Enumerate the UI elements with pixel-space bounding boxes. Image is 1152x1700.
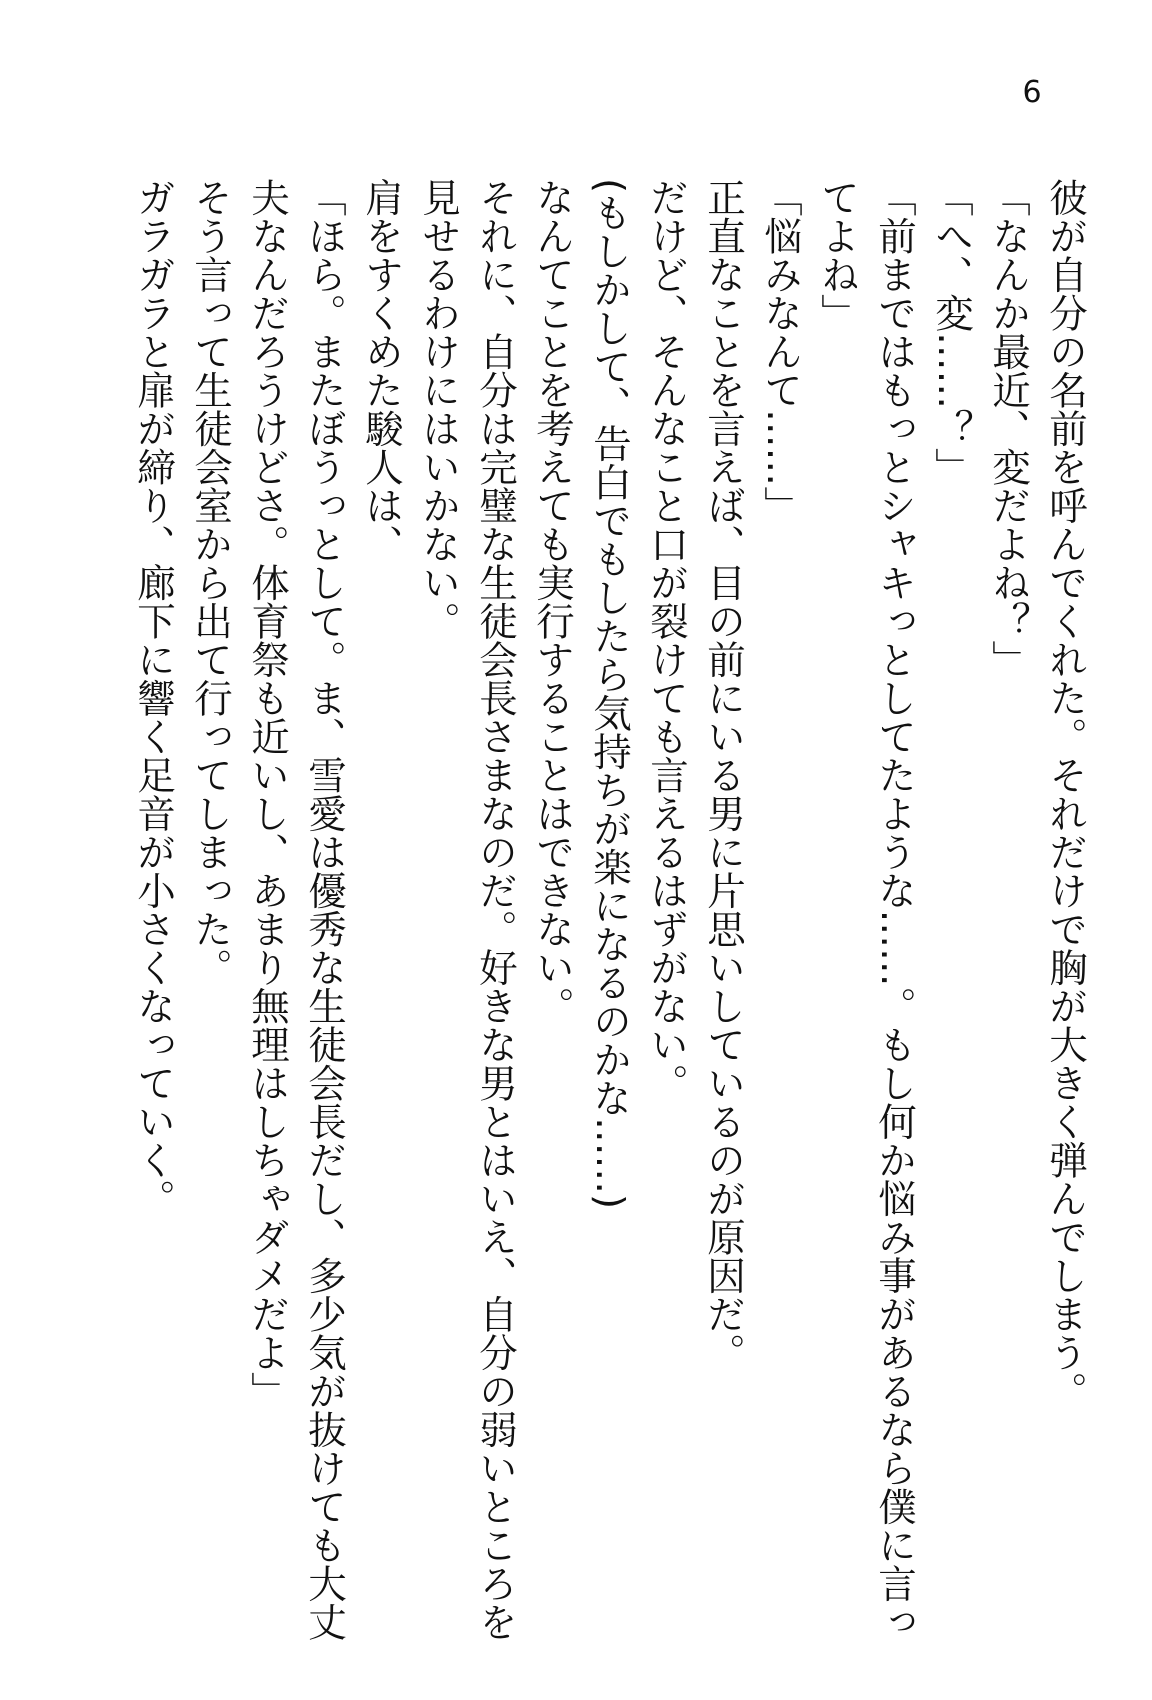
text-line-dialogue: 「ほら。またぼうっとして。ま、雪愛は優秀な生徒会長だし、多少気が抜けても大丈夫なんだろうけどさ。体育祭も近いし、あまり無理はしちゃダメだよ」 xyxy=(245,178,347,1641)
text-line-dialogue: 「なんか最近、変だよね？」 xyxy=(986,178,1031,679)
text-line-narration: だけど、そんなこと口が裂けても言えるはずがない。 xyxy=(644,178,689,1102)
text-line-dialogue: 「悩みなんて……」 xyxy=(758,178,803,525)
vertical-body-text xyxy=(125,178,1094,1658)
text-line-narration: なんてことを考えても実行することはできない。 xyxy=(530,178,575,1025)
text-line-narration: そう言って生徒会室から出て行ってしまった。 xyxy=(188,178,233,987)
text-line-dialogue: 「へ、変……？」 xyxy=(929,178,974,486)
text-line-dialogue: 「前まではもっとシャキっとしてたような……。もし何か悩み事があるなら僕に言ってよね」 xyxy=(815,178,917,1641)
text-line-narration: ガラガラと扉が締り、廊下に響く足音が小さくなっていく。 xyxy=(131,178,176,1218)
text-line-narration: 正直なことを言えば、目の前にいる男に片思いしているのが原因だ。 xyxy=(701,178,746,1372)
text-line-thought: (もしかして、告白でもしたら気持ちが楽になるのかな……) xyxy=(587,178,632,1210)
text-line-narration: 肩をすくめた駿人は、 xyxy=(359,178,404,563)
text-line-narration: 彼が自分の名前を呼んでくれた。それだけで胸が大きく弾んでしまう。 xyxy=(1043,178,1088,1410)
text-line-narration: それに、自分は完璧な生徒会長さまなのだ。好きな男とはいえ、自分の弱いところを見せるわけにはいかない。 xyxy=(416,178,518,1641)
page-number: 6 xyxy=(1022,75,1042,110)
